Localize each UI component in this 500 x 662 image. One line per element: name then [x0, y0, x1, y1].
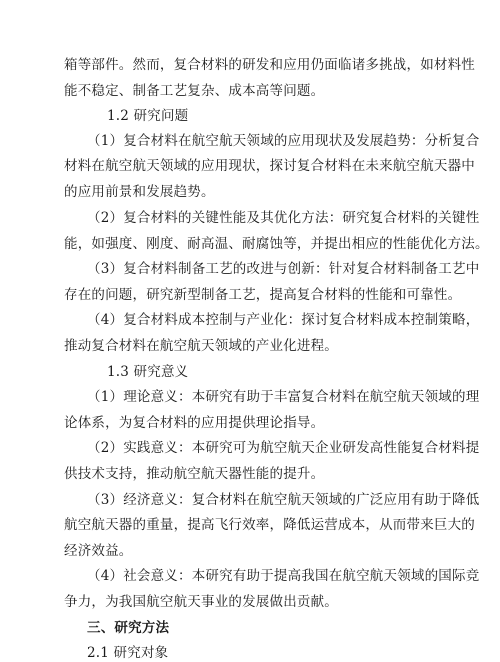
text-line: （2）复合材料的关键性能及其优化方法：研究复合材料的关键性	[87, 210, 480, 226]
chapter-heading: 三、研究方法	[87, 620, 170, 636]
text-line: 推动复合材料在航空航天领域的产业化进程。	[64, 338, 338, 354]
text-line: 供技术支持，推动航空航天器性能的提升。	[64, 466, 325, 482]
text-line: （2）实践意义：本研究可为航空航天企业研发高性能复合材料提	[87, 440, 480, 456]
text-line: （4）社会意义：本研究有助于提高我国在航空航天领域的国际竞	[87, 568, 480, 584]
text-line: 经济效益。	[64, 543, 133, 559]
text-line: 论体系，为复合材料的应用提供理论指导。	[64, 415, 325, 431]
text-line: 材料在航空航天领域的应用现状，探讨复合材料在未来航空航天器中	[64, 158, 475, 174]
section-heading: 1.3 研究意义	[107, 364, 189, 380]
text-line: （3）经济意义：复合材料在航空航天领域的广泛应用有助于降低	[87, 492, 480, 508]
text-line: （4）复合材料成本控制与产业化：探讨复合材料成本控制策略，	[87, 312, 480, 328]
text-line: 能，如强度、刚度、耐高温、耐腐蚀等，并提出相应的性能优化方法。	[64, 236, 489, 252]
text-line: 存在的问题，研究新型制备工艺，提高复合材料的性能和可靠性。	[64, 287, 462, 303]
text-line: （3）复合材料制备工艺的改进与创新：针对复合材料制备工艺中	[87, 261, 480, 277]
text-line: （1）理论意义：本研究有助于丰富复合材料在航空航天领域的理	[87, 389, 480, 405]
text-line: 箱等部件。然而，复合材料的研发和应用仍面临诸多挑战，如材料性	[64, 57, 475, 73]
section-heading: 1.2 研究问题	[107, 108, 189, 124]
text-line: 争力，为我国航空航天事业的发展做出贡献。	[64, 594, 338, 610]
text-line: （1）复合材料在航空航天领域的应用现状及发展趋势：分析复合	[87, 133, 480, 149]
text-line: 能不稳定、制备工艺复杂、成本高等问题。	[64, 83, 325, 99]
text-line: 的应用前景和发展趋势。	[64, 184, 215, 200]
text-line: 航空航天器的重量，提高飞行效率，降低运营成本，从而带来巨大的	[64, 517, 475, 533]
section-heading: 2.1 研究对象	[87, 645, 169, 661]
